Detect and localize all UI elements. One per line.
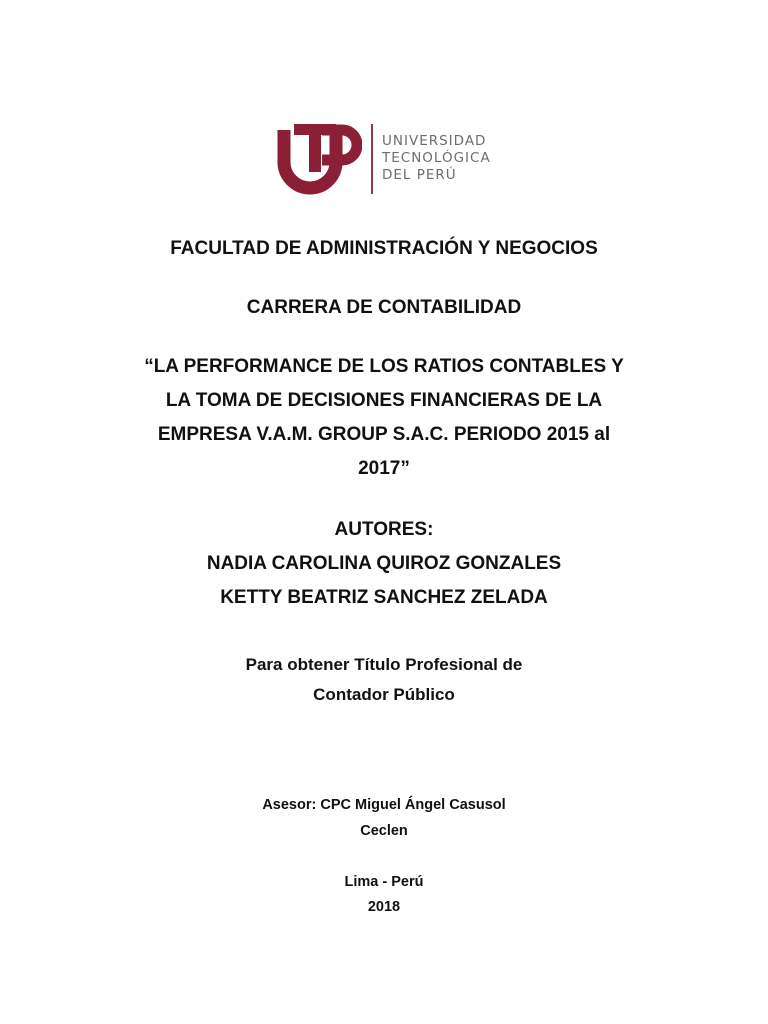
logo-divider	[371, 124, 373, 194]
degree-line-2: Contador Público	[313, 685, 455, 704]
faculty-heading: FACULTAD DE ADMINISTRACIÓN Y NEGOCIOS	[170, 238, 598, 259]
thesis-title-line-2: LA TOMA DE DECISIONES FINANCIERAS DE LA	[165, 390, 603, 411]
utp-logo-mark	[276, 122, 362, 198]
thesis-title-line-4: 2017”	[358, 458, 410, 479]
advisor-line-2: Ceclen	[360, 823, 408, 839]
author-1: NADIA CAROLINA QUIROZ GONZALES	[206, 553, 562, 574]
logo-line-2: TECNOLÓGICA	[382, 150, 491, 166]
year: 2018	[367, 899, 401, 915]
logo-wordmark	[382, 133, 491, 184]
logo-line-3: DEL PERÚ	[382, 167, 457, 183]
place: Lima - Perú	[344, 874, 424, 890]
thesis-title-line-3: EMPRESA V.A.M. GROUP S.A.C. PERIODO 2015 al	[157, 424, 611, 445]
authors-label: AUTORES:	[334, 519, 434, 540]
career-heading: CARRERA DE CONTABILIDAD	[246, 297, 522, 318]
degree-line-1: Para obtener Título Profesional de	[245, 655, 523, 674]
university-logo	[272, 118, 502, 202]
logo-line-1: UNIVERSIDAD	[382, 133, 487, 149]
advisor-line-1: Asesor: CPC Miguel Ángel Casusol	[262, 797, 506, 813]
author-2: KETTY BEATRIZ SANCHEZ ZELADA	[220, 587, 548, 608]
thesis-title-line-1: “LA PERFORMANCE DE LOS RATIOS CONTABLES Y	[144, 356, 624, 377]
